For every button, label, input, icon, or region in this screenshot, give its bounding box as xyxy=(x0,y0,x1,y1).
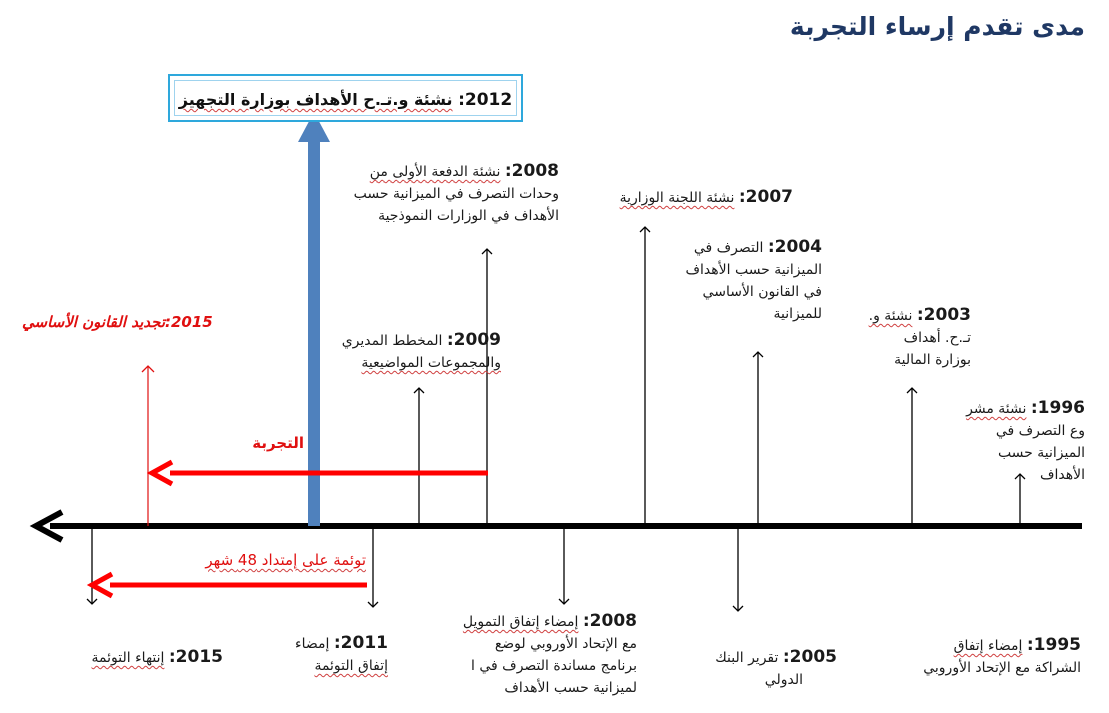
year-2004: 2004: xyxy=(767,237,822,257)
year-1996: 1996: xyxy=(1030,398,1085,418)
text-2008-line3: الأهداف في الوزارات النموذجية xyxy=(378,208,559,224)
text-2008b-line4: لميزانية حسب الأهداف xyxy=(504,680,637,696)
text-2011-line1: إمضاء xyxy=(295,636,330,652)
text-2003-line1: نشئة و. xyxy=(868,308,913,324)
text-2015-law: 2015:تجديد القانون الأساسي xyxy=(22,313,213,331)
text-2008b-line1: إمضاء إتفاق التمويل xyxy=(462,614,579,630)
page-title: مدى تقدم إرساء التجربة xyxy=(789,12,1085,41)
year-2009: 2009: xyxy=(446,330,501,350)
event-2011 xyxy=(258,632,388,677)
event-2008-below xyxy=(412,610,637,699)
event-1995 xyxy=(871,634,1081,679)
event-2007 xyxy=(583,186,793,209)
event-box-2012-text xyxy=(174,80,517,116)
text-2003-line2: تـ.ح. أهداف xyxy=(903,330,971,346)
year-1995: 1995: xyxy=(1026,635,1081,655)
text-2008-line1: نشئة الدفعة الأولى من xyxy=(369,164,501,180)
year-2012: 2012: xyxy=(458,90,513,110)
text-2004-line4: للميزانية xyxy=(773,306,822,322)
year-2015: 2015: xyxy=(168,647,223,667)
text-2005-line2: الدولي xyxy=(764,672,803,688)
text-1996-line4: الأهداف xyxy=(1039,467,1085,483)
year-2008-above: 2008: xyxy=(504,161,559,181)
text-2009-line1: المخطط المديري xyxy=(341,333,443,349)
event-2004 xyxy=(642,236,822,325)
event-2003 xyxy=(851,304,971,371)
text-2011-line2: إتفاق التوئمة xyxy=(314,658,388,674)
text-2009-line2: والمجموعات المواضيعية xyxy=(361,355,501,371)
event-2015-law xyxy=(22,311,262,333)
event-2015-end xyxy=(53,646,223,669)
text-1995-line2: الشراكة مع الإتحاد الأوروبي xyxy=(923,660,1081,676)
text-1996-line3: الميزانية حسب xyxy=(997,445,1085,461)
text-1996-line2: وع التصرف في xyxy=(995,423,1085,439)
event-box-2012 xyxy=(168,74,523,122)
experiment-arrow-head xyxy=(152,462,172,484)
text-2004-line1: التصرف في xyxy=(693,240,764,256)
text-2004-line2: الميزانية حسب الأهداف xyxy=(685,262,822,278)
year-2005: 2005: xyxy=(782,647,837,667)
year-2008-below: 2008: xyxy=(582,611,637,631)
year-2003: 2003: xyxy=(916,305,971,325)
event-2005 xyxy=(687,646,837,691)
year-2007: 2007: xyxy=(738,187,793,207)
twinning-arrow-head xyxy=(92,574,112,596)
text-2005-line1: تقرير البنك xyxy=(715,650,779,666)
text-1995-line1: إمضاء إتفاق xyxy=(953,638,1023,654)
text-2012: نشئة و.تـ.ح الأهداف بوزارة التجهيز xyxy=(178,90,453,109)
text-2015-end: إنتهاء التوئمة xyxy=(91,650,165,666)
text-1996-line1: نشئة مشر xyxy=(966,401,1027,417)
text-2008b-line3: برنامج مساندة التصرف في ا xyxy=(471,658,637,674)
event-1996 xyxy=(935,397,1085,486)
text-2003-line3: بوزارة المالية xyxy=(894,352,971,368)
text-2008-line2: وحدات التصرف في الميزانية حسب xyxy=(353,186,559,202)
text-2004-line3: في القانون الأساسي xyxy=(702,284,822,300)
text-2008b-line2: مع الإتحاد الأوروبي لوضع xyxy=(494,636,637,652)
text-2007: نشئة اللجنة الوزارية xyxy=(619,190,735,206)
event-2008-above xyxy=(319,160,559,227)
experiment-label: التجربة xyxy=(252,434,304,452)
twinning-label: توئمة على إمتداد 48 شهر xyxy=(205,551,366,569)
year-2011: 2011: xyxy=(333,633,388,653)
event-2009 xyxy=(301,329,501,374)
